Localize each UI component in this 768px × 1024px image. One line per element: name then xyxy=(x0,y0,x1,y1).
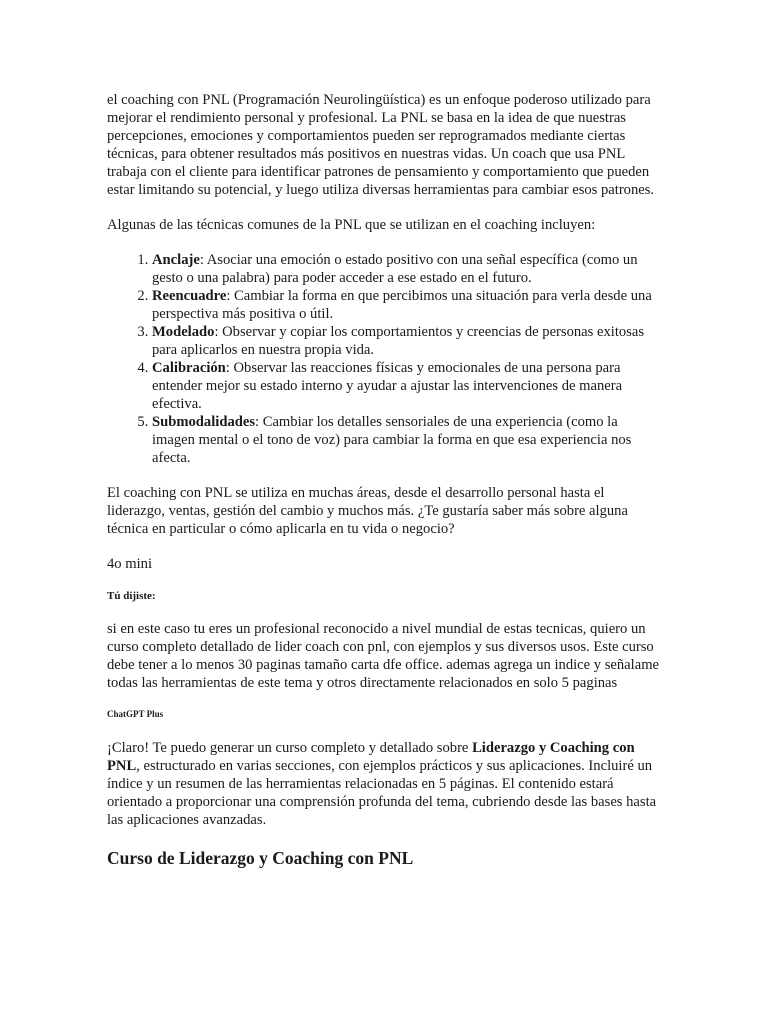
course-title: Curso de Liderazgo y Coaching con PNL xyxy=(107,848,414,868)
user-message: si en este caso tu eres un profesional reconocido a nivel mundial de estas tecnicas, quiero un curso completo detallado de lider coach con pnl, con ejemplos y sus diversos usos. Este curso debe tener a lo menos 30 paginas tamaño carta dfe office. ademas agrega un indice y señalame todas las herramientas de este tema y otros directamente relacionados en solo 5 paginas xyxy=(107,621,660,691)
technique-term: Submodalidades xyxy=(152,414,256,430)
assistant-speaker-label: ChatGPT Plus xyxy=(107,709,164,719)
technique-term: Calibración xyxy=(152,360,226,376)
intro-paragraph: el coaching con PNL (Programación Neurolingüística) es un enfoque poderoso utilizado para mejorar el rendimiento personal y profesional. La PNL se basa en la idea de que nuestras percepciones, emociones y comportamientos pueden ser reprogramados mediante ciertas técnicas, para obtener resultados más positivos en nuestras vidas. Un coach que usa PNL trabaja con el cliente para identificar patrones de pensamiento y comportamiento que pueden estar limitando su potencial, y luego utiliza diversas herramientas para cambiar esos patrones. xyxy=(107,92,655,198)
user-speaker-label: Tú dijiste: xyxy=(107,590,156,602)
technique-desc: : Observar las reacciones físicas y emocionales de una persona para entender mejor su estado interno y ayudar a ajustar las intervenciones de manera efectiva. xyxy=(152,360,623,412)
model-label: 4o mini xyxy=(107,556,152,572)
closing-paragraph: El coaching con PNL se utiliza en muchas áreas, desde el desarrollo personal hasta el liderazgo, ventas, gestión del cambio y muchos más. ¿Te gustaría saber más sobre alguna técnica en particular o cómo aplicarla en tu vida o negocio? xyxy=(107,485,628,537)
reply-text-start: ¡Claro! Te puedo generar un curso completo y detallado sobre xyxy=(107,740,473,756)
assistant-reply xyxy=(107,739,663,829)
list-item xyxy=(152,413,663,467)
techniques-list xyxy=(107,251,663,467)
list-item xyxy=(152,287,663,323)
list-item xyxy=(152,359,663,413)
reply-text-end: , estructurado en varias secciones, con ejemplos prácticos y sus aplicaciones. Incluiré un índice y un resumen de las herramientas relacionadas en 5 páginas. El contenido estará orientado a proporcionar una comprensión profunda del tema, cubriendo desde las bases hasta las aplicaciones avanzadas. xyxy=(107,758,657,828)
document-page xyxy=(107,91,663,869)
technique-desc: : Observar y copiar los comportamientos y creencias de personas exitosas para aplicarlos en nuestra propia vida. xyxy=(152,324,645,358)
techniques-lead: Algunas de las técnicas comunes de la PNL que se utilizan en el coaching incluyen: xyxy=(107,217,596,233)
reply-course-name: Liderazgo y Coaching con PNL xyxy=(107,740,635,774)
technique-term: Reencuadre xyxy=(152,288,227,304)
list-item xyxy=(152,323,663,359)
list-item xyxy=(152,251,663,287)
technique-term: Modelado xyxy=(152,324,215,340)
technique-desc: : Cambiar los detalles sensoriales de una experiencia (como la imagen mental o el tono de voz) para cambiar la forma en que esa experiencia nos afecta. xyxy=(152,414,632,466)
technique-desc: : Cambiar la forma en que percibimos una situación para verla desde una perspectiva más positiva o útil. xyxy=(152,288,652,322)
technique-term: Anclaje xyxy=(152,252,200,268)
technique-desc: : Asociar una emoción o estado positivo con una señal específica (como un gesto o una palabra) para poder acceder a ese estado en el futuro. xyxy=(152,252,638,286)
